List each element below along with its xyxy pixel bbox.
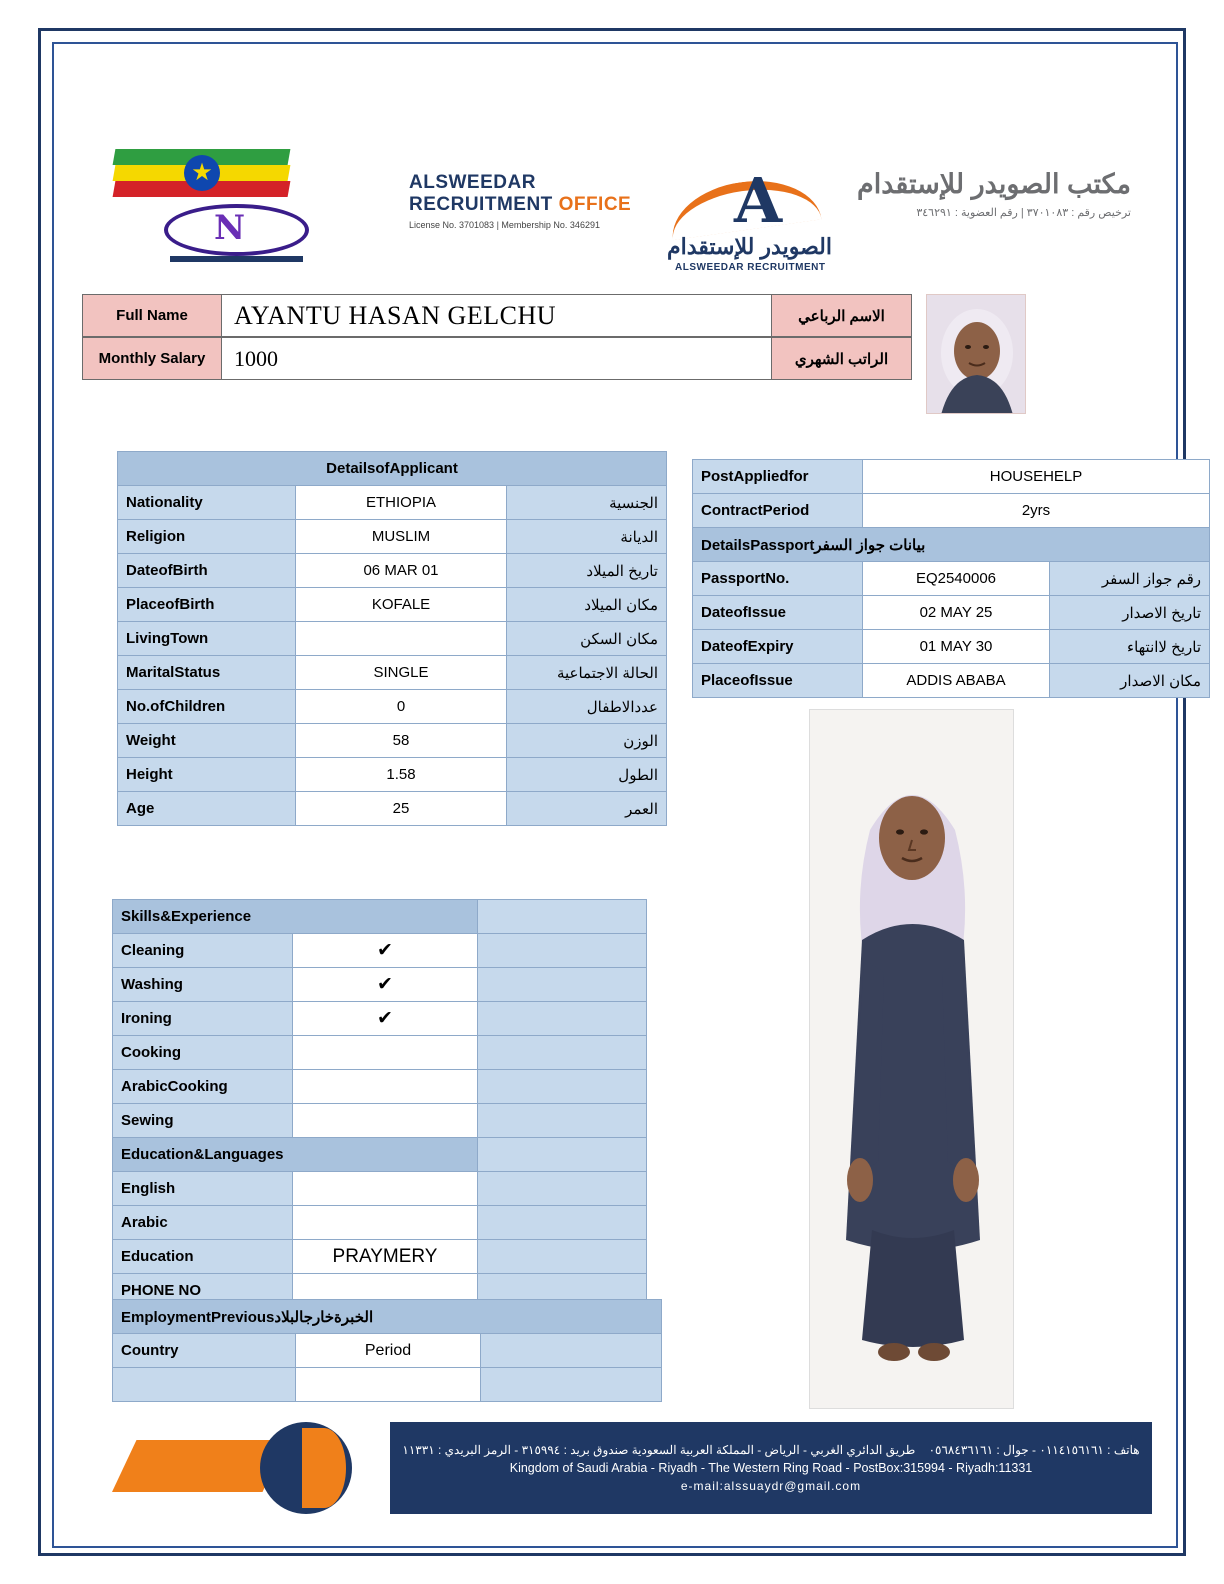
skill-checkmark[interactable] [293,1070,478,1104]
education-languages-title: Education&Languages [113,1138,478,1172]
row-label-arabic: مكان الاصدار [1050,664,1210,698]
education-label: English [113,1172,293,1206]
footer-address-arabic [402,1443,1139,1457]
full-name-row [82,294,912,337]
row-value: 25 [296,792,507,826]
row-label-arabic: الوزن [507,724,667,758]
row-label-arabic: العمر [507,792,667,826]
country-label: Country [113,1334,296,1368]
footer-phone-arabic: هاتف : ٠١١٤١٥٦١٦١ - جوال : ٠٥٦٨٤٣٦١٦١ [928,1443,1140,1457]
row-value: 02 MAY 25 [863,596,1050,630]
row-label-arabic: تاريخ لاانتهاء [1050,630,1210,664]
footer-email[interactable]: e-mail:alssuaydr@gmail.com [680,1479,862,1493]
table-row [113,1172,647,1206]
skill-label: Sewing [113,1104,293,1138]
period-label: Period [296,1334,481,1368]
company-en-recruitment: RECRUITMENT [409,194,559,215]
document-footer [82,1422,1152,1514]
applicant-full-body-photo [809,709,1014,1409]
row-value: 1.58 [296,758,507,792]
table-row [693,630,1210,664]
education-label: Education [113,1240,293,1274]
education-value[interactable] [293,1172,478,1206]
skill-label: Cooking [113,1036,293,1070]
row-value: 58 [296,724,507,758]
table-row [113,934,647,968]
row-value: ETHIOPIA [296,486,507,520]
footer-address-english: Kingdom of Saudi Arabia - Riyadh - The Western Ring Road - PostBox:315994 - Riyadh:11331 [509,1461,1033,1475]
skill-label: Cleaning [113,934,293,968]
table-row [118,622,667,656]
table-row [693,460,1210,494]
table-row [113,1002,647,1036]
skill-checkmark[interactable]: ✔ [293,1002,478,1036]
row-label: PlaceofBirth [118,588,296,622]
table-row [113,1368,662,1402]
previous-employment-title: EmploymentPreviousالخبرةخارجالبلاد [113,1300,662,1334]
row-value: EQ2540006 [863,562,1050,596]
n-logo-icon [164,204,309,266]
full-name-label: Full Name [82,294,222,337]
monthly-salary-value: 1000 [222,337,772,380]
row-label-arabic: عددالاطفال [507,690,667,724]
contract-passport-table [692,459,1210,698]
document-page [38,28,1201,1556]
table-row [118,588,667,622]
company-name-arabic: مكتب الصويدر للإستقدام ترخيص رقم : ٣٧٠١٠٨٣ | رقم العضوية : ٣٤٦٢٩١ [856,169,1131,219]
table-row [118,690,667,724]
table-row [113,1206,647,1240]
row-label-arabic: الديانة [507,520,667,554]
row-label-arabic: مكان الميلاد [507,588,667,622]
table-row [118,724,667,758]
row-label: PassportNo. [693,562,863,596]
skills-title: Skills&Experience [113,900,478,934]
monthly-salary-row [82,337,912,380]
row-label: PlaceofIssue [693,664,863,698]
skill-checkmark[interactable]: ✔ [293,968,478,1002]
flag-star-icon: ★ [184,155,220,191]
row-label: Height [118,758,296,792]
row-label-arabic: مكان السكن [507,622,667,656]
full-body-photo-illustration [810,710,1014,1409]
row-value: 06 MAR 01 [296,554,507,588]
identity-block [82,294,912,380]
row-label-arabic: رقم جواز السفر [1050,562,1210,596]
post-applied-label: PostAppliedfor [693,460,863,494]
skill-checkmark[interactable]: ✔ [293,934,478,968]
skill-label: Ironing [113,1002,293,1036]
company-name-english: ALSWEEDAR RECRUITMENT OFFICE License No. 3701083 | Membership No. 346291 [409,172,669,230]
row-label-arabic: الحالة الاجتماعية [507,656,667,690]
previous-employment-table [112,1299,662,1402]
row-label: No.ofChildren [118,690,296,724]
n-logo-letter: N [214,208,246,248]
row-label: Religion [118,520,296,554]
education-label: PHONE NO [113,1274,293,1308]
row-label: DateofIssue [693,596,863,630]
license-line: License No. 3701083 | Membership No. 346291 [409,220,600,230]
passport-details-title: DetailsPassportبيانات جواز السفر [693,528,1210,562]
alsweedar-logo-icon [659,164,854,274]
table-row [118,758,667,792]
table-row [118,656,667,690]
logo-arabic-text: الصويدر للإستقدام [667,234,832,259]
applicant-details-title: DetailsofApplicant [118,452,667,486]
full-name-value: AYANTU HASAN GELCHU [222,294,772,337]
row-label-arabic: الطول [507,758,667,792]
country-value[interactable] [113,1368,296,1402]
table-row [113,968,647,1002]
skill-label: Washing [113,968,293,1002]
row-label: DateofExpiry [693,630,863,664]
row-value [296,622,507,656]
row-value: MUSLIM [296,520,507,554]
skill-label: ArabicCooking [113,1070,293,1104]
monthly-salary-label: Monthly Salary [82,337,222,380]
footer-address-arabic-text: طريق الدائري الغربي - الرياض - المملكة العربية السعودية صندوق بريد : ٣١٥٩٩٤ - الرمز البريدي : ١١٣٣١ [402,1443,916,1457]
row-value: SINGLE [296,656,507,690]
skills-experience-table [112,899,647,1308]
table-row [693,494,1210,528]
company-en-office: OFFICE [558,194,632,215]
document-header [54,44,1176,294]
education-value[interactable] [293,1206,478,1240]
table-row [113,1104,647,1138]
skill-checkmark[interactable] [293,1036,478,1070]
applicant-passport-photo [926,294,1026,414]
skill-checkmark[interactable] [293,1104,478,1138]
education-label: Arabic [113,1206,293,1240]
footer-contact-bar [390,1422,1152,1514]
period-value[interactable] [296,1368,481,1402]
row-value: KOFALE [296,588,507,622]
ethiopia-flag-icon [114,149,289,197]
document-inner-border [52,42,1201,1548]
row-label: MaritalStatus [118,656,296,690]
row-label: DateofBirth [118,554,296,588]
table-row [113,1334,662,1368]
table-row [693,596,1210,630]
logo-english-text: ALSWEEDAR RECRUITMENT [675,262,826,273]
contract-period-value: 2yrs [863,494,1210,528]
row-value: 0 [296,690,507,724]
row-label: Age [118,792,296,826]
post-applied-value: HOUSEHELP [863,460,1210,494]
row-label: Weight [118,724,296,758]
table-row [118,520,667,554]
table-row [693,664,1210,698]
monthly-salary-label-arabic: الراتب الشهري [772,337,912,380]
table-row [693,562,1210,596]
table-row [118,554,667,588]
row-label: LivingTown [118,622,296,656]
logo-letter-a: A [734,164,783,237]
footer-circle-logo-icon [260,1422,352,1514]
full-name-label-arabic: الاسم الرباعي [772,294,912,337]
contract-period-label: ContractPeriod [693,494,863,528]
skills-title-spacer [478,900,647,934]
row-label-arabic: الجنسية [507,486,667,520]
applicant-details-table [117,451,667,826]
table-row [113,1070,647,1104]
row-value: 01 MAY 30 [863,630,1050,664]
extra-value[interactable] [481,1368,662,1402]
table-row [113,1240,647,1274]
passport-photo-illustration [927,295,1026,414]
row-label: Nationality [118,486,296,520]
education-value[interactable]: PRAYMERY [293,1240,478,1274]
row-value: ADDIS ABABA [863,664,1050,698]
table-row [118,486,667,520]
table-row [118,792,667,826]
row-label-arabic: تاريخ الاصدار [1050,596,1210,630]
table-row [113,1036,647,1070]
row-label-arabic: تاريخ الميلاد [507,554,667,588]
